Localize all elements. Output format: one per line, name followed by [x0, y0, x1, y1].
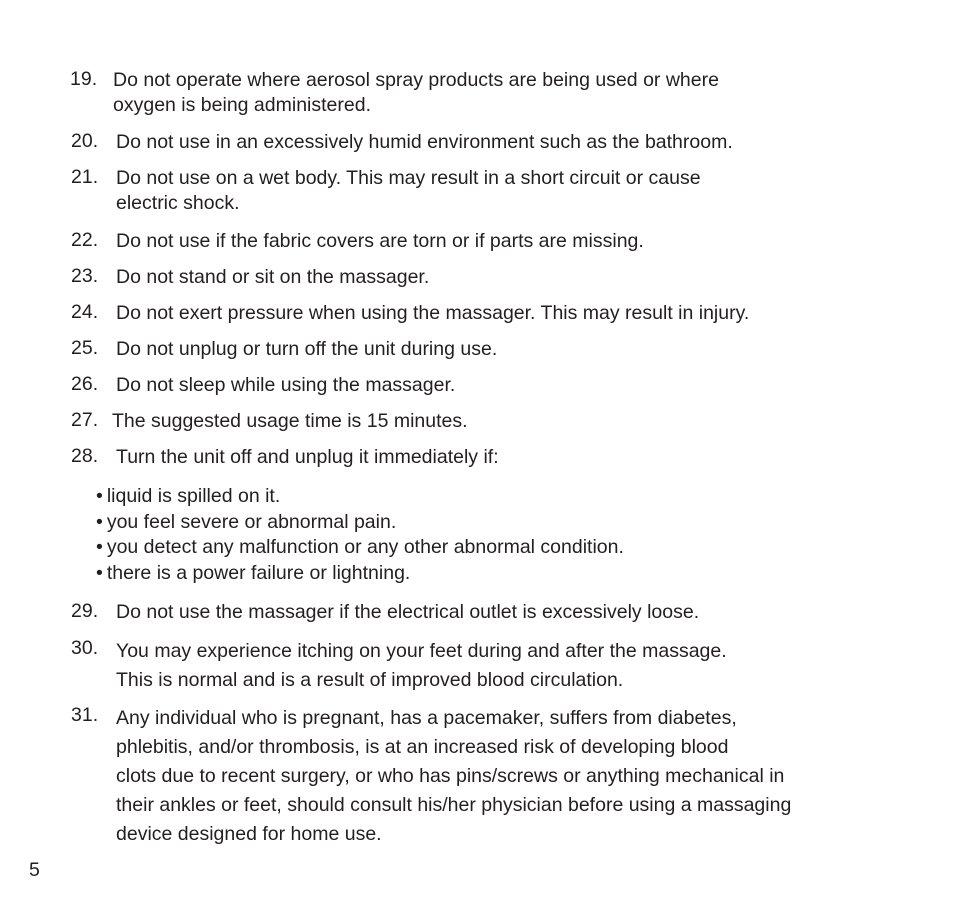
item-number: 21.	[71, 166, 99, 188]
list-item	[96, 510, 624, 536]
item-text-line: electric shock.	[116, 192, 240, 214]
bullet-text: there is a power failure or lightning.	[106, 561, 411, 584]
item-number: 24.	[71, 301, 99, 323]
list-item	[96, 561, 624, 587]
item-text-line: their ankles or feet, should consult his/her physician before using a massaging	[116, 794, 792, 816]
bullet-text: you detect any malfunction or any other abnormal condition.	[106, 536, 624, 558]
item-number: 26.	[71, 373, 99, 395]
item-text-line: Do not stand or sit on the massager.	[116, 266, 430, 288]
item-text-line: The suggested usage time is 15 minutes.	[112, 410, 468, 432]
bullet-text: you feel severe or abnormal pain.	[106, 510, 397, 533]
bullet-text: liquid is spilled on it.	[106, 485, 281, 507]
bullet-icon: •	[96, 561, 103, 584]
item-number: 27.	[71, 409, 99, 431]
item-number: 29.	[71, 600, 99, 622]
item-text-line: Turn the unit off and unplug it immediately if:	[116, 446, 499, 468]
item-text-line: Do not use the massager if the electrical outlet is excessively loose.	[116, 601, 700, 623]
item-text-line: Do not exert pressure when using the massager. This may result in injury.	[116, 302, 750, 324]
item-text-line: Do not use if the fabric covers are torn or if parts are missing.	[116, 230, 644, 252]
item-text-line: Do not sleep while using the massager.	[116, 374, 456, 396]
item-text-line: Any individual who is pregnant, has a pacemaker, suffers from diabetes,	[116, 707, 737, 729]
item-number: 25.	[71, 337, 99, 359]
item-number: 23.	[71, 265, 99, 287]
item-text-line: Do not operate where aerosol spray products are being used or where	[113, 69, 719, 91]
list-item	[96, 535, 624, 561]
item-number: 22.	[71, 229, 99, 251]
item-text-line: clots due to recent surgery, or who has pins/screws or anything mechanical in	[116, 765, 785, 787]
item-text-line: Do not use on a wet body. This may result in a short circuit or cause	[116, 167, 701, 189]
item-number: 30.	[71, 637, 99, 659]
page-number: 5	[29, 859, 40, 881]
item-text-line: Do not unplug or turn off the unit during use.	[116, 338, 498, 360]
item-number: 31.	[71, 704, 99, 726]
item-text-line: Do not use in an excessively humid environment such as the bathroom.	[116, 131, 733, 153]
condition-bullet-list	[96, 484, 624, 586]
item-text-line: device designed for home use.	[116, 823, 382, 845]
list-item	[96, 484, 624, 510]
item-text-line: oxygen is being administered.	[113, 94, 371, 116]
item-number: 19.	[70, 68, 98, 90]
bullet-icon: •	[96, 485, 103, 507]
item-number: 20.	[71, 130, 99, 152]
bullet-icon: •	[96, 536, 103, 558]
bullet-icon: •	[96, 510, 103, 533]
item-text-line: phlebitis, and/or thrombosis, is at an increased risk of developing blood	[116, 736, 729, 758]
item-number: 28.	[71, 445, 99, 467]
item-text-line: This is normal and is a result of improved blood circulation.	[116, 669, 624, 691]
item-text-line: You may experience itching on your feet during and after the massage.	[116, 640, 727, 662]
